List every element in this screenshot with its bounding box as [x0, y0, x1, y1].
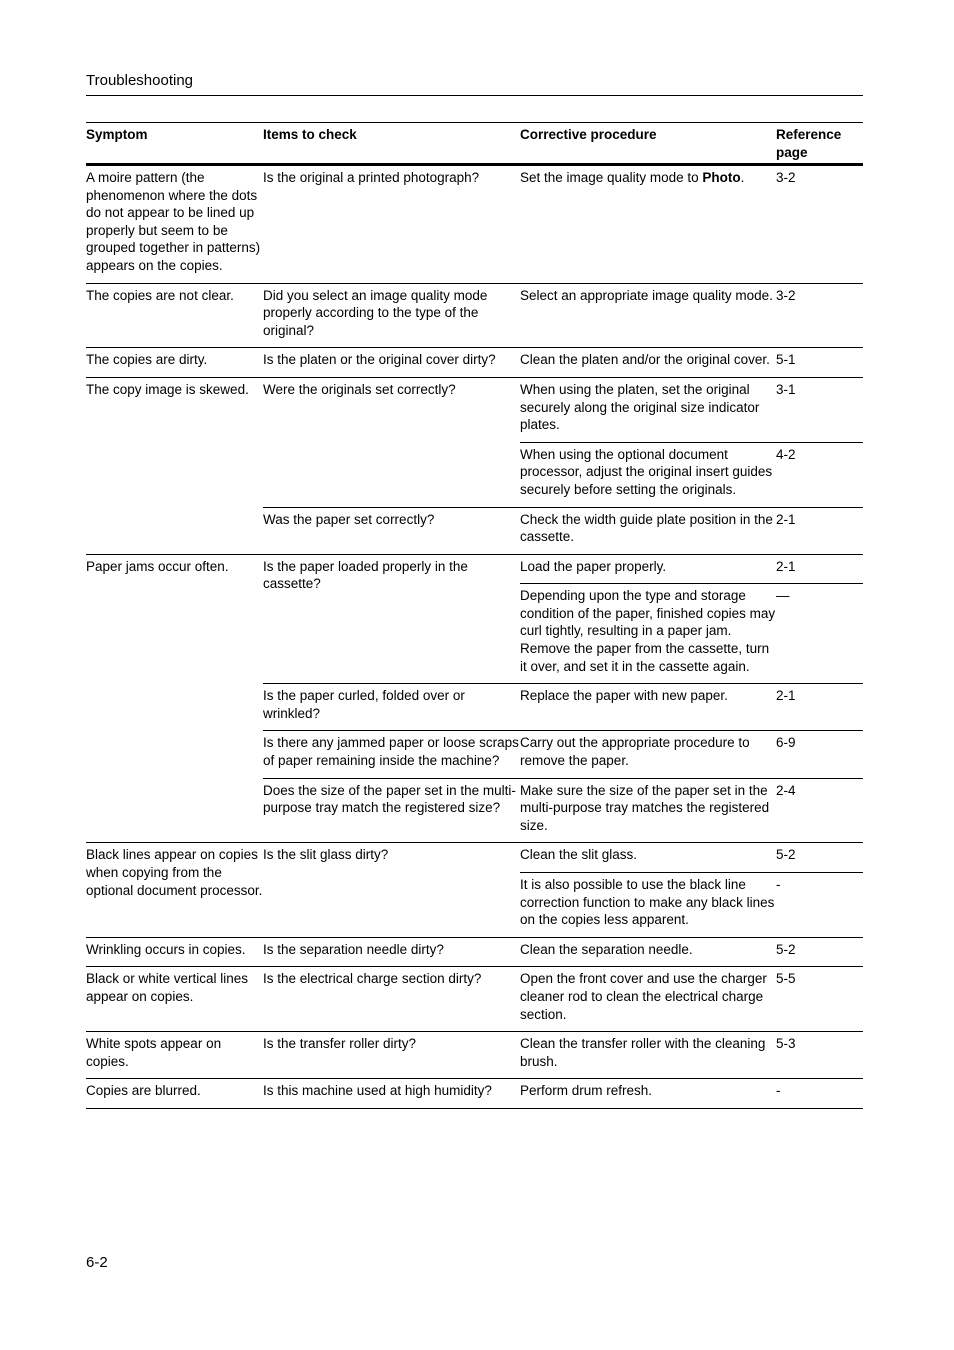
corrective-procedure-cell: Select an appropriate image quality mode. [520, 283, 776, 348]
reference-page-cell: 5-3 [776, 1032, 863, 1079]
reference-page-cell: 5-5 [776, 967, 863, 1032]
symptom-cell: Black or white vertical lines appear on copies. [86, 967, 263, 1032]
table-row [86, 1032, 863, 1079]
corrective-procedure-cell: Make sure the size of the paper set in the multi-purpose tray matches the registered size. [520, 778, 776, 843]
corrective-procedure-cell: Replace the paper with new paper. [520, 684, 776, 731]
items-to-check-cell: Is this machine used at high humidity? [263, 1079, 520, 1109]
reference-page-cell: 3-2 [776, 165, 863, 284]
procedure-text: Set the image quality mode to [520, 170, 703, 185]
reference-page-cell: 3-2 [776, 283, 863, 348]
symptom-cell: Paper jams occur often. [86, 554, 263, 843]
corrective-procedure-cell: Clean the platen and/or the original cover. [520, 348, 776, 378]
corrective-procedure-cell: Carry out the appropriate procedure to remove the paper. [520, 731, 776, 778]
table-row [86, 283, 863, 348]
items-to-check-cell: Was the paper set correctly? [263, 507, 520, 554]
items-to-check-cell: Did you select an image quality mode properly according to the type of the original? [263, 283, 520, 348]
items-to-check-cell: Is there any jammed paper or loose scraps of paper remaining inside the machine? [263, 731, 520, 778]
items-to-check-cell: Is the electrical charge section dirty? [263, 967, 520, 1032]
items-to-check-cell: Is the original a printed photograph? [263, 165, 520, 284]
symptom-cell: The copies are not clear. [86, 283, 263, 348]
reference-page-cell: 4-2 [776, 442, 863, 507]
column-header-items-to-check: Items to check [263, 123, 520, 165]
items-to-check-cell: Does the size of the paper set in the multi-purpose tray match the registered size? [263, 778, 520, 843]
items-to-check-cell: Is the separation needle dirty? [263, 937, 520, 967]
table-body [86, 165, 863, 1109]
items-to-check-cell: Is the slit glass dirty? [263, 843, 520, 937]
corrective-procedure-cell [520, 165, 776, 284]
procedure-text: . [740, 170, 745, 185]
reference-page-cell: 2-4 [776, 778, 863, 843]
reference-page-cell: 5-1 [776, 348, 863, 378]
table-row [86, 967, 863, 1032]
corrective-procedure-cell: Perform drum refresh. [520, 1079, 776, 1109]
symptom-cell: The copies are dirty. [86, 348, 263, 378]
procedure-mode-name: Photo [702, 170, 741, 185]
troubleshooting-table [86, 122, 863, 1109]
symptom-cell: Copies are blurred. [86, 1079, 263, 1109]
column-header-corrective-procedure: Corrective procedure [520, 123, 776, 165]
symptom-cell: Black lines appear on copies when copying from the optional document processor. [86, 843, 263, 937]
page-number: 6-2 [86, 1254, 108, 1271]
symptom-cell: White spots appear on copies. [86, 1032, 263, 1079]
column-header-reference-page: Reference page [776, 123, 863, 165]
reference-page-cell: 5-2 [776, 843, 863, 873]
items-to-check-cell: Were the originals set correctly? [263, 377, 520, 507]
reference-page-cell: 6-9 [776, 731, 863, 778]
table-header-row [86, 123, 863, 165]
corrective-procedure-cell: Load the paper properly. [520, 554, 776, 584]
reference-page-cell: - [776, 1079, 863, 1109]
symptom-cell: A moire pattern (the phenomenon where the dots do not appear to be lined up properly but seem to be grouped together in patterns) appears on the copies. [86, 165, 263, 284]
symptom-cell: The copy image is skewed. [86, 377, 263, 554]
corrective-procedure-cell: Open the front cover and use the charger cleaner rod to clean the electrical charge section. [520, 967, 776, 1032]
corrective-procedure-cell: Depending upon the type and storage condition of the paper, finished copies may curl tightly, resulting in a paper jam. Remove the paper from the cassette, turn it over, and set it in the cassette again. [520, 584, 776, 684]
table-row [86, 1079, 863, 1109]
corrective-procedure-cell: Clean the slit glass. [520, 843, 776, 873]
reference-page-cell: 2-1 [776, 684, 863, 731]
items-to-check-cell: Is the transfer roller dirty? [263, 1032, 520, 1079]
corrective-procedure-cell: When using the optional document processor, adjust the original insert guides securely before setting the originals. [520, 442, 776, 507]
corrective-procedure-cell: It is also possible to use the black line correction function to make any black lines on the copies less apparent. [520, 873, 776, 938]
corrective-procedure-cell: Clean the transfer roller with the cleaning brush. [520, 1032, 776, 1079]
items-to-check-cell: Is the paper loaded properly in the cassette? [263, 554, 520, 684]
reference-page-cell: 2-1 [776, 507, 863, 554]
corrective-procedure-cell: Clean the separation needle. [520, 937, 776, 967]
items-to-check-cell: Is the paper curled, folded over or wrinkled? [263, 684, 520, 731]
table-row [86, 348, 863, 378]
reference-page-cell: — [776, 584, 863, 684]
reference-page-cell: 3-1 [776, 377, 863, 442]
reference-page-cell: 2-1 [776, 554, 863, 584]
corrective-procedure-cell: Check the width guide plate position in the cassette. [520, 507, 776, 554]
symptom-cell: Wrinkling occurs in copies. [86, 937, 263, 967]
table-row [86, 843, 863, 873]
corrective-procedure-cell: When using the platen, set the original securely along the original size indicator plates. [520, 377, 776, 442]
column-header-symptom: Symptom [86, 123, 263, 165]
running-header: Troubleshooting [86, 72, 863, 96]
table-row [86, 165, 863, 284]
table-row [86, 937, 863, 967]
reference-page-cell: - [776, 873, 863, 938]
table-row [86, 377, 863, 442]
items-to-check-cell: Is the platen or the original cover dirty? [263, 348, 520, 378]
reference-page-cell: 5-2 [776, 937, 863, 967]
table-row [86, 554, 863, 584]
